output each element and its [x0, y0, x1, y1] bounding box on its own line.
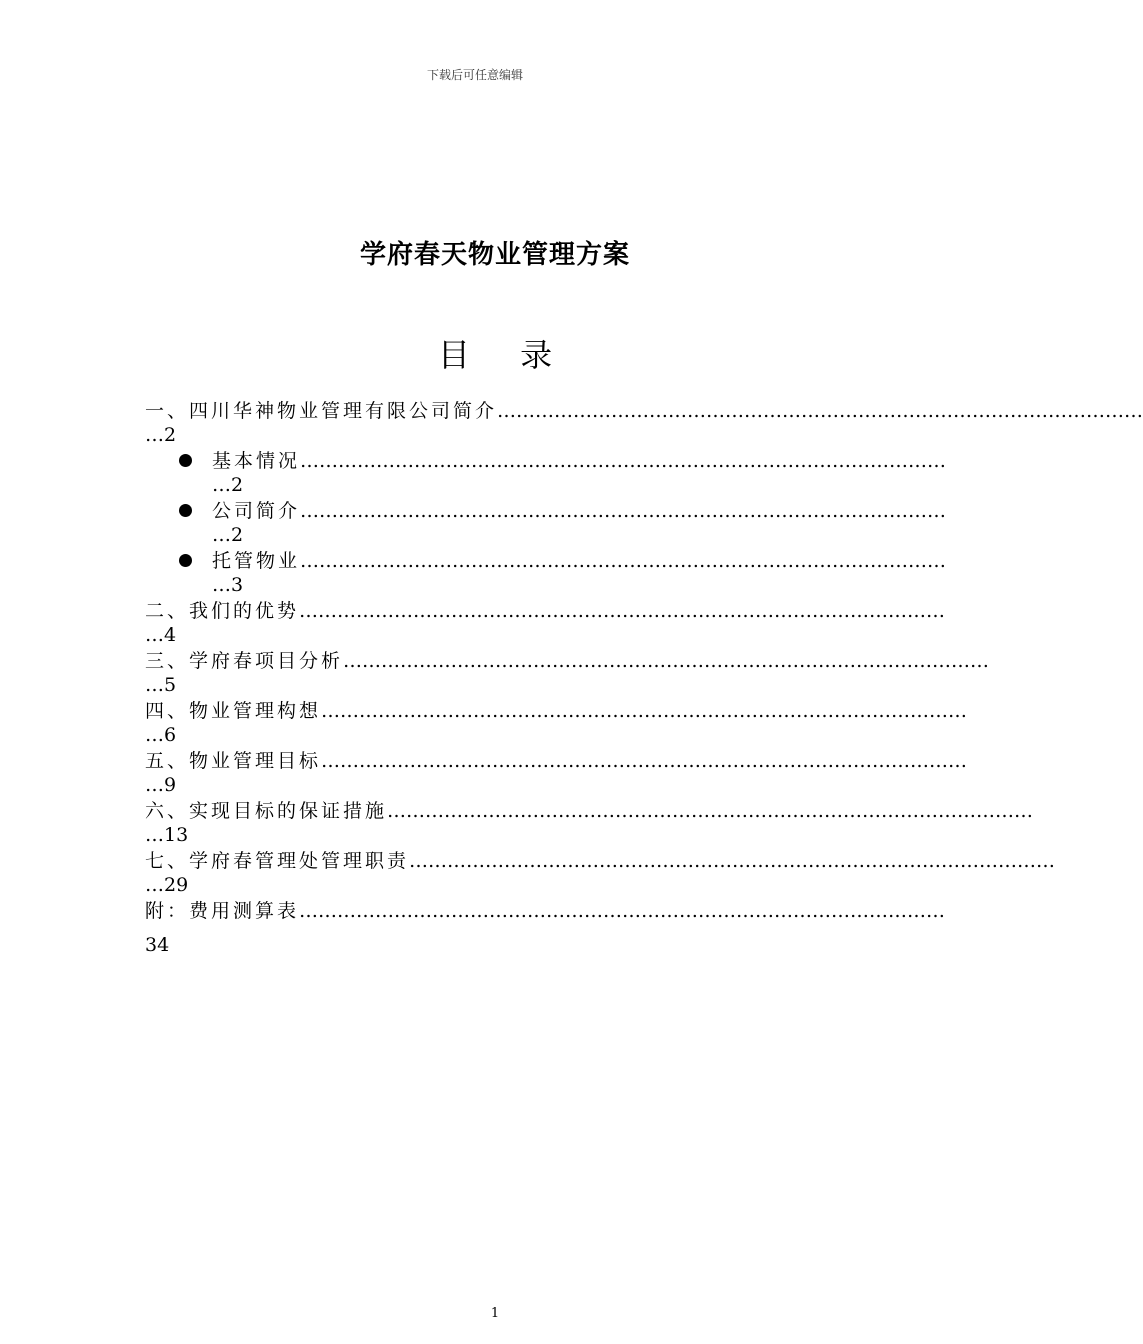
bullet-icon [179, 504, 192, 517]
toc-entry-label: 五、物业管理目标 [145, 750, 322, 772]
toc-leader-dots: ………………………………………………………………………………………… [409, 850, 1056, 872]
toc-subentry-managed-properties[interactable] [145, 548, 947, 598]
toc-entry-label: 一、四川华神物业管理有限公司简介 [145, 400, 498, 422]
toc-entry-page: …3 [212, 574, 244, 596]
toc-entry-label: 托管物业 [212, 550, 301, 572]
toc-subentry-basic-info[interactable] [145, 448, 947, 498]
toc-leader-dots: ………………………………………………………………………………………… [299, 900, 946, 922]
toc-entry-page: …2 [212, 474, 244, 496]
toc-leader-dots: ………………………………………………………………………………………… [321, 750, 968, 772]
toc-leader-dots: ………………………………………………………………………………………… [497, 400, 1143, 422]
toc-leader-dots: ………………………………………………………………………………………… [321, 700, 968, 722]
toc-entry-cost-estimate[interactable] [145, 898, 946, 956]
toc-entry-project-analysis[interactable] [145, 648, 990, 698]
toc-entry-page: …2 [212, 524, 244, 546]
toc-leader-dots: ………………………………………………………………………………………… [300, 550, 947, 572]
toc-entry-label: 公司简介 [212, 500, 301, 522]
table-of-contents [145, 398, 1143, 956]
toc-entry-page: …5 [145, 674, 177, 696]
page-number: 1 [490, 1306, 500, 1321]
toc-entry-page: …9 [145, 774, 177, 796]
toc-leader-dots: ………………………………………………………………………………………… [387, 800, 1034, 822]
toc-entry-label: 三、学府春项目分析 [145, 650, 344, 672]
toc-leader-dots: ………………………………………………………………………………………… [343, 650, 990, 672]
toc-entry-page: …6 [145, 724, 177, 746]
toc-entry-advantages[interactable] [145, 598, 946, 648]
toc-entry-page: …29 [145, 874, 189, 896]
toc-entry-office-duties[interactable] [145, 848, 1056, 898]
toc-entry-management-concept[interactable] [145, 698, 968, 748]
toc-entry-company-intro[interactable] [145, 398, 1143, 448]
toc-entry-page: …2 [145, 424, 177, 446]
toc-entry-page: …4 [145, 624, 177, 646]
toc-leader-dots: ………………………………………………………………………………………… [299, 600, 946, 622]
toc-entry-label: 附：费用测算表 [145, 900, 300, 922]
toc-entry-guarantee-measures[interactable] [145, 798, 1034, 848]
toc-subentry-company-profile[interactable] [145, 498, 947, 548]
toc-entry-page: 34 [145, 934, 170, 956]
toc-entry-management-goals[interactable] [145, 748, 968, 798]
document-title: 学府春天物业管理方案 [359, 240, 630, 270]
bullet-icon [179, 554, 192, 567]
toc-entry-label: 四、物业管理构想 [145, 700, 322, 722]
toc-leader-dots: ………………………………………………………………………………………… [300, 500, 947, 522]
toc-entry-label: 基本情况 [212, 450, 301, 472]
toc-entry-label: 六、实现目标的保证措施 [145, 800, 388, 822]
toc-entry-label: 七、学府春管理处管理职责 [145, 850, 410, 872]
toc-entry-label: 二、我们的优势 [145, 600, 300, 622]
toc-title: 目 录 [437, 336, 553, 374]
page-header: 下载后可任意编辑 [426, 68, 523, 82]
toc-entry-page: …13 [145, 824, 189, 846]
bullet-icon [179, 454, 192, 467]
toc-leader-dots: ………………………………………………………………………………………… [300, 450, 947, 472]
